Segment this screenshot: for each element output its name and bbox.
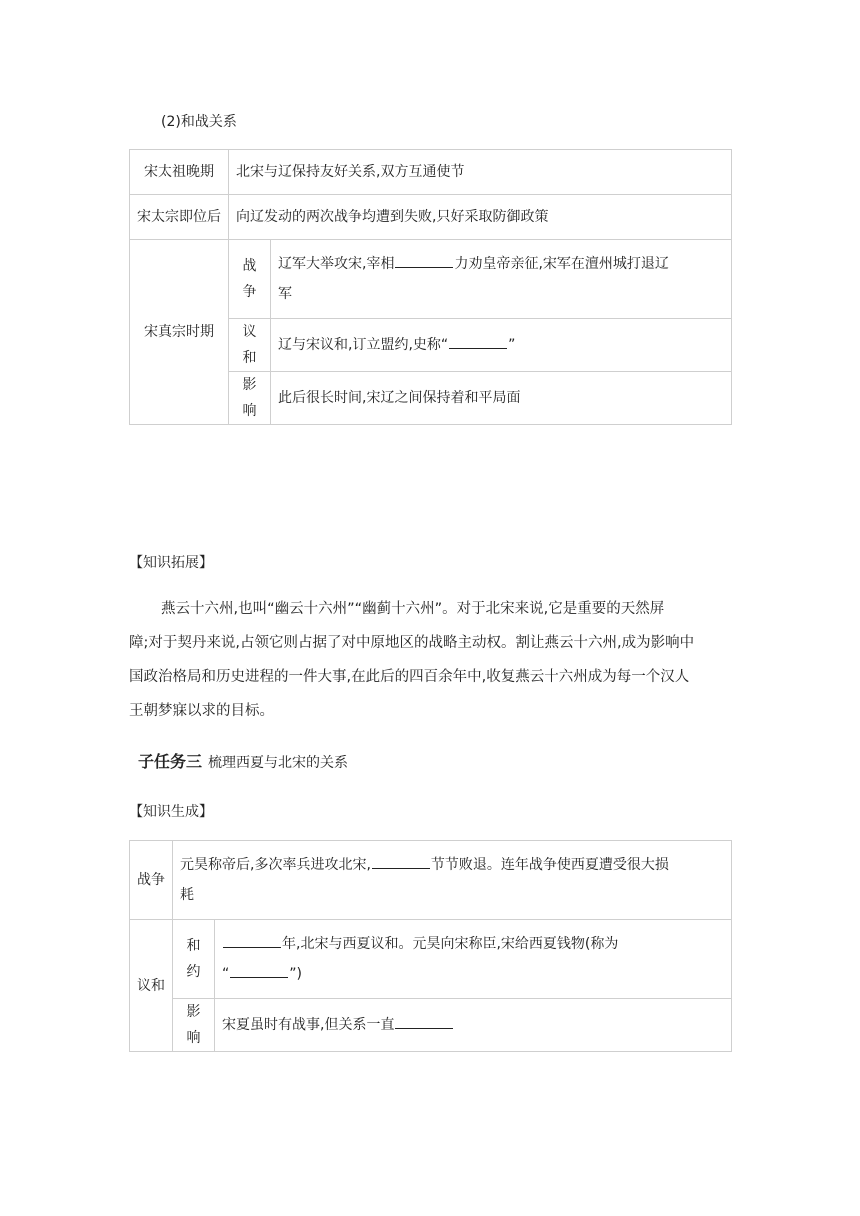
content-cell	[215, 999, 732, 1052]
sub-label-cell: 战争	[229, 240, 271, 319]
war-text: 辽军大举攻宋,宰相	[278, 256, 395, 272]
extension-paragraph	[129, 592, 749, 728]
peace-text: 辽与宋议和,订立盟约,史称“	[278, 337, 449, 353]
war-text: 节节败退。连年战争使西夏遭受很大损	[430, 857, 669, 873]
content-cell	[271, 319, 732, 372]
sub-label-cell: 和约	[173, 920, 215, 999]
sub-label-cell: 影响	[173, 999, 215, 1052]
table-row	[130, 920, 732, 999]
answer-blank[interactable]	[223, 933, 281, 948]
generation-header: 【知识生成】	[129, 804, 213, 820]
paragraph-line: 障;对于契丹来说,占领它则占据了对中原地区的战略主动权。割让燕云十六州,成为影响中	[129, 635, 695, 651]
answer-blank[interactable]	[372, 854, 430, 869]
content-cell	[215, 920, 732, 999]
period-cell: 宋真宗时期	[130, 240, 229, 425]
war-text: 元昊称帝后,多次率兵进攻北宋,	[180, 857, 371, 873]
answer-blank[interactable]	[449, 334, 507, 349]
content-cell	[173, 841, 732, 920]
sub-label-cell: 议和	[229, 319, 271, 372]
song-liao-table	[129, 149, 732, 425]
paragraph-line: 王朝梦寐以求的目标。	[129, 703, 274, 719]
period-cell: 宋太祖晚期	[130, 150, 229, 195]
impact-text: 宋夏虽时有战事,但关系一直	[222, 1017, 395, 1033]
task-subtitle: 梳理西夏与北宋的关系	[208, 755, 349, 771]
label-cell: 议和	[130, 920, 173, 1052]
table-row	[130, 841, 732, 920]
war-text: 耗	[180, 887, 194, 903]
peace-text: ”	[508, 337, 516, 353]
content-cell: 向辽发动的两次战争均遭到失败,只好采取防御政策	[229, 195, 732, 240]
war-text: 军	[278, 286, 292, 302]
extension-header: 【知识拓展】	[129, 555, 213, 571]
paragraph-line: 国政治格局和历史进程的一件大事,在此后的四百余年中,收复燕云十六州成为每一个汉人	[129, 669, 690, 685]
song-xixia-table	[129, 840, 732, 1052]
table-row	[130, 240, 732, 319]
paragraph-line: 燕云十六州,也叫“幽云十六州”“幽蓟十六州”。对于北宋来说,它是重要的天然屏	[161, 601, 665, 617]
content-cell	[271, 240, 732, 319]
table-row	[130, 195, 732, 240]
answer-blank[interactable]	[395, 253, 453, 268]
content-cell: 此后很长时间,宋辽之间保持着和平局面	[271, 372, 732, 425]
task-heading	[138, 749, 348, 772]
period-cell: 宋太宗即位后	[130, 195, 229, 240]
answer-blank[interactable]	[395, 1014, 453, 1029]
sub-label-cell: 影响	[229, 372, 271, 425]
content-cell: 北宋与辽保持友好关系,双方互通使节	[229, 150, 732, 195]
table-row	[130, 150, 732, 195]
task-title: 子任务三	[138, 752, 203, 771]
war-text: 力劝皇帝亲征,宋军在澶州城打退辽	[454, 256, 669, 272]
table-row	[130, 999, 732, 1052]
treaty-text: “	[222, 966, 230, 982]
treaty-text: ”)	[289, 966, 302, 982]
label-cell: 战争	[130, 841, 173, 920]
section-title: (2)和战关系	[161, 114, 237, 130]
answer-blank[interactable]	[230, 963, 288, 978]
treaty-text: 年,北宋与西夏议和。元昊向宋称臣,宋给西夏钱物(称为	[282, 936, 619, 952]
